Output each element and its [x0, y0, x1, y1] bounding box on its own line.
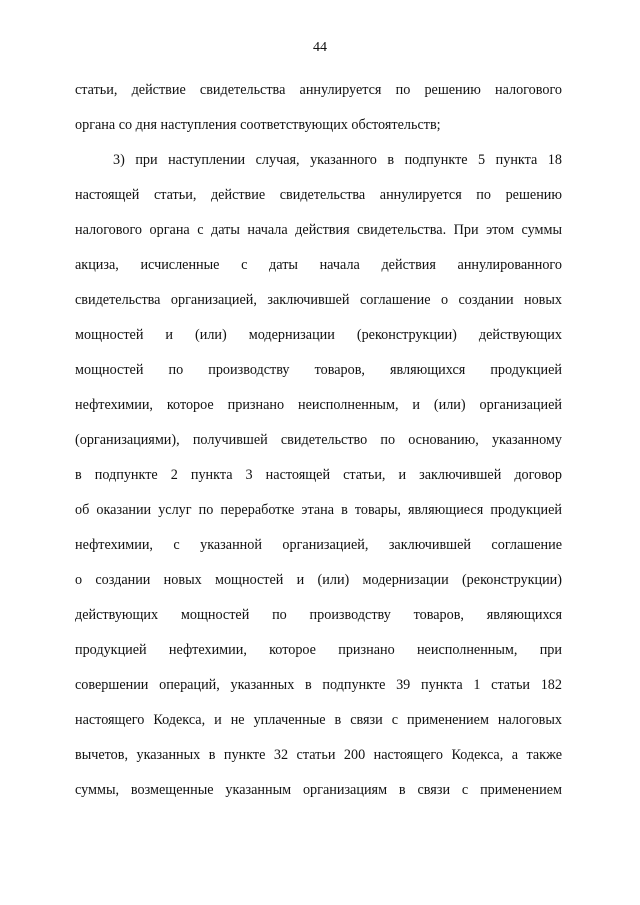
- text-line: в подпункте 2 пункта 3 настоящей статьи, и заключившей договор: [75, 467, 562, 483]
- text-line: налогового органа с даты начала действия свидетельства. При этом суммы: [75, 222, 562, 238]
- text-line: об оказании услуг по переработке этана в товары, являющиеся продукцией: [75, 502, 562, 518]
- text-line: (организациями), получившей свидетельство по основанию, указанному: [75, 432, 562, 448]
- text-line: настоящей статьи, действие свидетельства аннулируется по решению: [75, 187, 562, 203]
- text-line: акциза, исчисленные с даты начала действия аннулированного: [75, 257, 562, 273]
- text-line: о создании новых мощностей и (или) модернизации (реконструкции): [75, 572, 562, 588]
- text-line: совершении операций, указанных в подпункте 39 пункта 1 статьи 182: [75, 677, 562, 693]
- text-line: свидетельства организацией, заключившей соглашение о создании новых: [75, 292, 562, 308]
- page-number: 44: [313, 40, 327, 55]
- text-line: органа со дня наступления соответствующих обстоятельств;: [75, 117, 441, 133]
- text-line: мощностей по производству товаров, являющихся продукцией: [75, 362, 562, 378]
- text-line: мощностей и (или) модернизации (реконструкции) действующих: [75, 327, 562, 343]
- text-line: нефтехимии, которое признано неисполненным, и (или) организацией: [75, 397, 562, 413]
- text-line: вычетов, указанных в пункте 32 статьи 200 настоящего Кодекса, а также: [75, 747, 562, 763]
- text-line: 3) при наступлении случая, указанного в подпункте 5 пункта 18: [113, 152, 562, 168]
- text-line: суммы, возмещенные указанным организациям в связи с применением: [75, 782, 562, 798]
- text-line: статьи, действие свидетельства аннулируется по решению налогового: [75, 82, 562, 98]
- text-line: продукцией нефтехимии, которое признано неисполненным, при: [75, 642, 562, 658]
- text-line: настоящего Кодекса, и не уплаченные в связи с применением налоговых: [75, 712, 562, 728]
- text-line: нефтехимии, с указанной организацией, заключившей соглашение: [75, 537, 562, 553]
- text-line: действующих мощностей по производству товаров, являющихся: [75, 607, 562, 623]
